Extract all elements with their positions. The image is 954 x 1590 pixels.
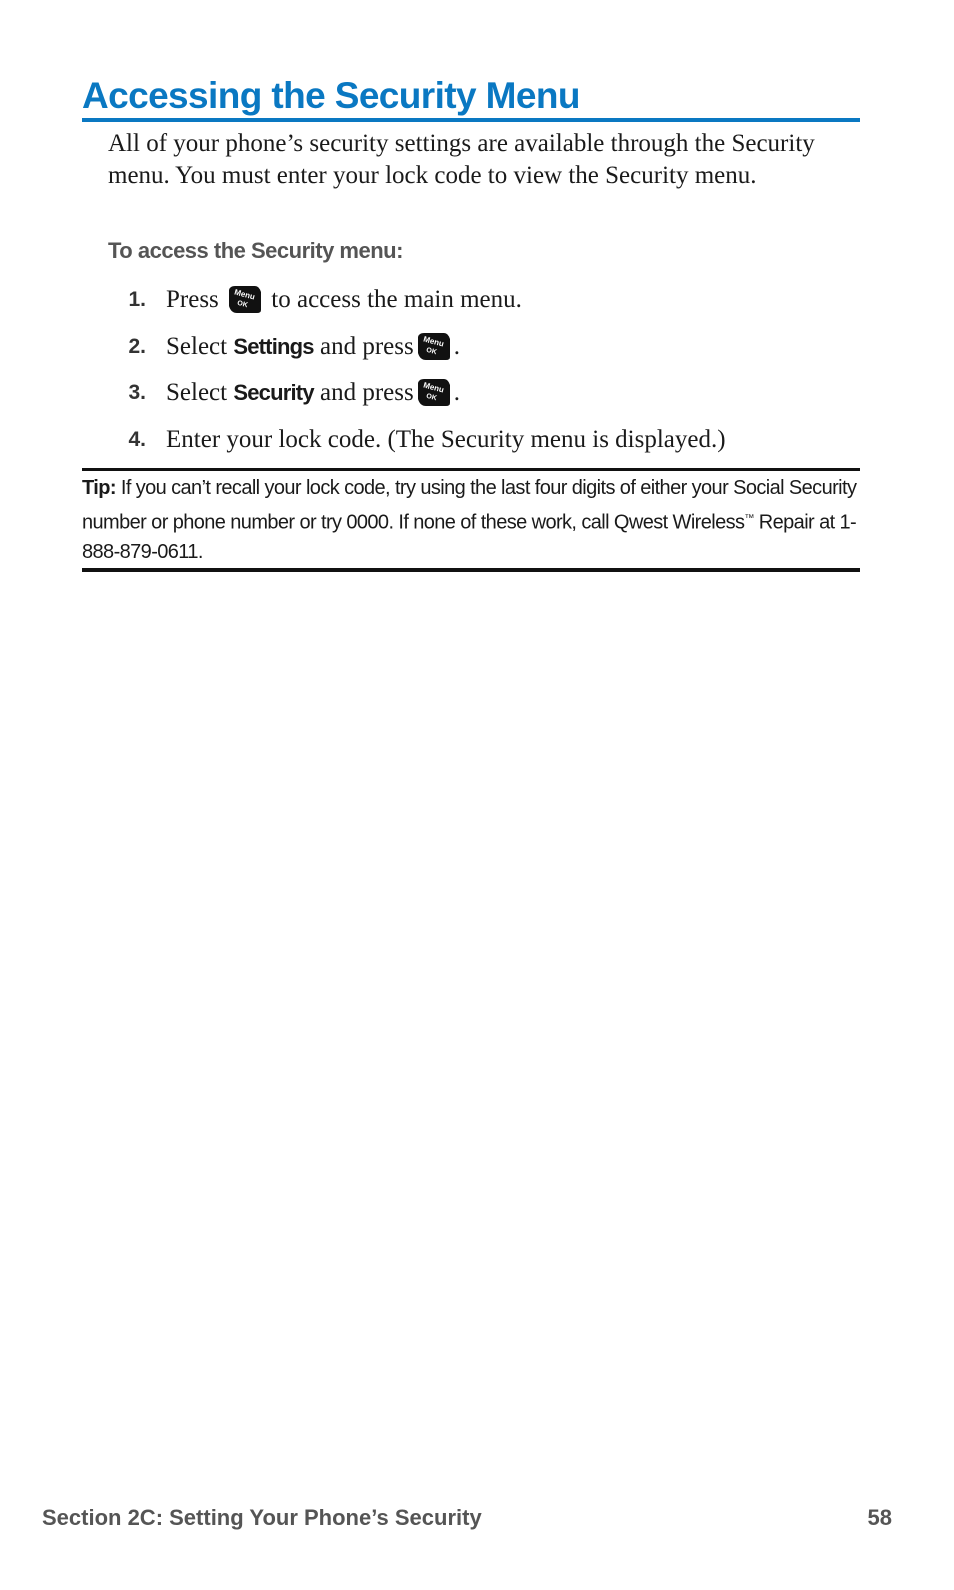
step-1 bbox=[108, 282, 858, 329]
step-4 bbox=[108, 422, 858, 469]
svg-text:Menu: Menu bbox=[422, 334, 445, 349]
step-number: 3. bbox=[128, 381, 146, 404]
tip-top-rule bbox=[82, 468, 860, 471]
step-number: 2. bbox=[128, 334, 146, 358]
step-verb: Press bbox=[166, 286, 219, 313]
intro-paragraph: All of your phone’s security settings are available through the Security menu. You must enter your lock code to view the Security menu. bbox=[108, 130, 815, 189]
step-text bbox=[166, 282, 522, 318]
step-3 bbox=[108, 375, 858, 422]
tip-bottom-rule bbox=[82, 568, 860, 572]
menu-keyword: Settings bbox=[233, 333, 314, 359]
procedure-heading: To access the Security menu: bbox=[108, 238, 403, 263]
trademark-symbol: ™ bbox=[744, 512, 754, 524]
step-text bbox=[166, 329, 460, 365]
tip-text-continued: Repair at 1-888-879-0611. bbox=[82, 511, 857, 563]
svg-text:OK: OK bbox=[425, 392, 438, 403]
menu-ok-key-icon bbox=[227, 284, 263, 314]
page-number: 58 bbox=[867, 1505, 892, 1530]
svg-text:OK: OK bbox=[236, 299, 249, 310]
step-text: Enter your lock code. (The Security menu is displayed.) bbox=[166, 425, 726, 453]
title-rule bbox=[82, 118, 860, 122]
step-number: 1. bbox=[128, 288, 146, 311]
svg-text:Menu: Menu bbox=[422, 380, 445, 395]
menu-keyword: Security bbox=[233, 380, 314, 405]
tip-box bbox=[82, 474, 858, 567]
footer-section-title: Section 2C: Setting Your Phone’s Security bbox=[42, 1505, 482, 1530]
step-connector: and press bbox=[319, 332, 414, 360]
tip-label: Tip: bbox=[82, 477, 116, 499]
step-verb: Select bbox=[166, 379, 228, 406]
step-number: 4. bbox=[128, 427, 146, 451]
step-text bbox=[166, 375, 460, 411]
step-remainder: to access the main menu. bbox=[271, 286, 522, 313]
svg-text:Menu: Menu bbox=[233, 287, 256, 302]
step-verb: Select bbox=[166, 332, 228, 360]
page-title: Accessing the Security Menu bbox=[82, 75, 580, 116]
step-period: . bbox=[453, 379, 460, 406]
step-connector: and press bbox=[320, 379, 414, 406]
tip-text: If you can’t recall your lock code, try using the last four digits of either your Social Security number or phone number or try 0000. If none of these work, call Qwest Wireless bbox=[82, 477, 857, 534]
step-2 bbox=[108, 329, 858, 376]
menu-ok-key-icon bbox=[416, 331, 452, 361]
menu-ok-key-icon bbox=[416, 377, 452, 407]
svg-text:OK: OK bbox=[425, 346, 438, 356]
step-period: . bbox=[453, 332, 460, 360]
steps-list bbox=[108, 282, 858, 468]
